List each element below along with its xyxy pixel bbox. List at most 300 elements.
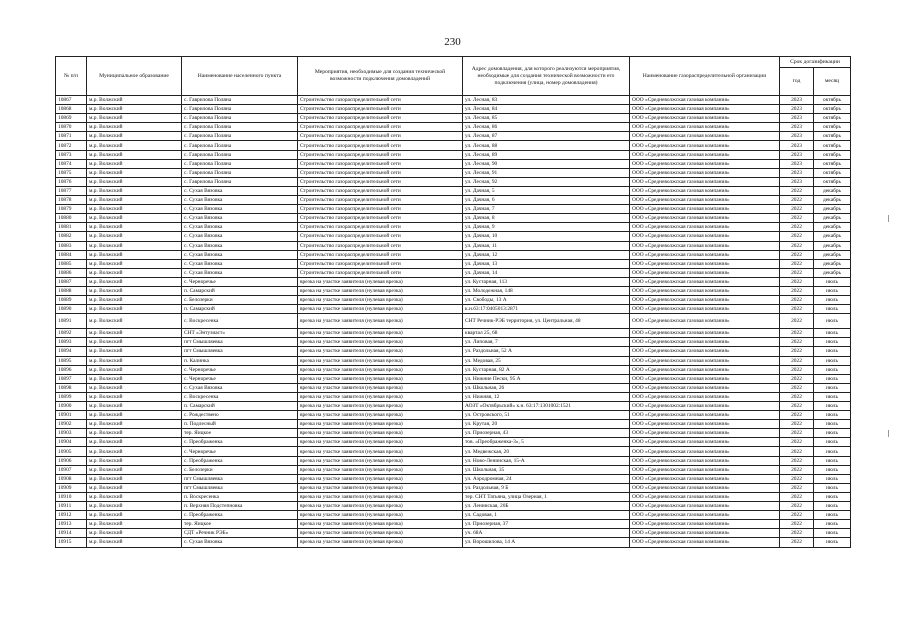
cell-municipality: м.р. Волжский: [87, 141, 182, 150]
cell-number: 10901: [56, 411, 87, 420]
cell-year: 2022: [780, 365, 814, 374]
cell-month: июль: [814, 374, 851, 383]
cell-month: октябрь: [814, 105, 851, 114]
cell-measure: врезка на участке заявителя (нулевая врезка): [298, 392, 463, 401]
cell-address: ул. Лесная, 89: [463, 150, 630, 159]
table-row: [56, 259, 851, 268]
cell-number: 10892: [56, 329, 87, 338]
cell-year: 2022: [780, 374, 814, 383]
cell-settlement: с. Сухая Вязовка: [182, 241, 298, 250]
cell-year: 2023: [780, 141, 814, 150]
table-row: [56, 438, 851, 447]
cell-address: ул. Ново-Ленинская, 15-А: [463, 456, 630, 465]
cell-year: 2022: [780, 250, 814, 259]
cell-month: июль: [814, 365, 851, 374]
table-row: [56, 250, 851, 259]
table-row: [56, 132, 851, 141]
cell-operator: ООО «Средневолжская газовая компания»: [630, 250, 780, 259]
cell-month: октябрь: [814, 168, 851, 177]
header-operator: Наименование газораспределительной организации: [630, 57, 780, 96]
cell-settlement: с. Сухая Вязовка: [182, 223, 298, 232]
cell-settlement: СДТ «Речник РЭБ»: [182, 529, 298, 538]
table-row: [56, 392, 851, 401]
cell-settlement: с. Гаврилова Поляна: [182, 123, 298, 132]
cell-settlement: с. Преображенка: [182, 456, 298, 465]
cell-year: 2023: [780, 168, 814, 177]
cell-municipality: м.р. Волжский: [87, 392, 182, 401]
cell-address: ул. Нижняя, 12: [463, 392, 630, 401]
cell-settlement: с. Гаврилова Поляна: [182, 177, 298, 186]
table-row: [56, 168, 851, 177]
cell-address: ул. Приозерная, 37: [463, 520, 630, 529]
cell-operator: ООО «Средневолжская газовая компания»: [630, 159, 780, 168]
cell-number: 10894: [56, 347, 87, 356]
cell-month: декабрь: [814, 196, 851, 205]
header-settlement: Наименование населенного пункта: [182, 57, 298, 96]
cell-measure: врезка на участке заявителя (нулевая врезка): [298, 492, 463, 501]
cell-year: 2023: [780, 114, 814, 123]
cell-number: 10910: [56, 492, 87, 501]
cell-month: июль: [814, 383, 851, 392]
cell-year: 2022: [780, 329, 814, 338]
cell-address: ул. Лесная, 88: [463, 141, 630, 150]
cell-month: декабрь: [814, 232, 851, 241]
cell-settlement: с. Воскресенка: [182, 314, 298, 329]
cell-number: 10906: [56, 456, 87, 465]
cell-year: 2022: [780, 474, 814, 483]
cell-operator: ООО «Средневолжская газовая компания»: [630, 314, 780, 329]
cell-number: 10904: [56, 438, 87, 447]
cell-address: СНТ Речник-РЭБ территория, ул. Центральная, 48: [463, 314, 630, 329]
cell-operator: ООО «Средневолжская газовая компания»: [630, 168, 780, 177]
cell-month: июль: [814, 314, 851, 329]
cell-number: 10874: [56, 159, 87, 168]
cell-number: 10884: [56, 250, 87, 259]
cell-address: ул. Лесная, 90: [463, 159, 630, 168]
cell-municipality: м.р. Волжский: [87, 105, 182, 114]
table-row: [56, 150, 851, 159]
cell-measure: врезка на участке заявителя (нулевая врезка): [298, 447, 463, 456]
cell-operator: ООО «Средневолжская газовая компания»: [630, 520, 780, 529]
cell-address: ул. Лесная, 85: [463, 114, 630, 123]
header-municipality: Муниципальное образование: [87, 57, 182, 96]
cell-month: октябрь: [814, 150, 851, 159]
cell-month: октябрь: [814, 159, 851, 168]
cell-year: 2023: [780, 159, 814, 168]
cell-settlement: с. Сухая Вязовка: [182, 205, 298, 214]
cell-measure: Строительство газораспределительной сети: [298, 150, 463, 159]
cell-year: 2022: [780, 538, 814, 547]
cell-measure: врезка на участке заявителя (нулевая врезка): [298, 474, 463, 483]
table-row: [56, 347, 851, 356]
cell-address: ул. Кустарная, 113: [463, 277, 630, 286]
cell-municipality: м.р. Волжский: [87, 96, 182, 105]
cell-year: 2022: [780, 268, 814, 277]
cell-month: июль: [814, 356, 851, 365]
cell-year: 2022: [780, 286, 814, 295]
cell-municipality: м.р. Волжский: [87, 150, 182, 159]
cell-municipality: м.р. Волжский: [87, 196, 182, 205]
cell-municipality: м.р. Волжский: [87, 356, 182, 365]
cell-municipality: м.р. Волжский: [87, 438, 182, 447]
cell-year: 2022: [780, 356, 814, 365]
cell-address: ул. Лесная, 91: [463, 168, 630, 177]
cell-month: декабрь: [814, 241, 851, 250]
cell-settlement: с. Белозерки: [182, 296, 298, 305]
cell-municipality: м.р. Волжский: [87, 241, 182, 250]
cell-settlement: с. Черноречье: [182, 277, 298, 286]
cell-address: ул. Лесная, 84: [463, 105, 630, 114]
cell-number: 10881: [56, 223, 87, 232]
cell-operator: ООО «Средневолжская газовая компания»: [630, 465, 780, 474]
cell-number: 10912: [56, 511, 87, 520]
cell-month: июль: [814, 492, 851, 501]
cell-address: ул. Островского, 51: [463, 411, 630, 420]
table-row: [56, 520, 851, 529]
cell-municipality: м.р. Волжский: [87, 114, 182, 123]
cell-month: декабрь: [814, 268, 851, 277]
cell-settlement: п. Самарский: [182, 402, 298, 411]
cell-address: ул. Раздольная, 52 А: [463, 347, 630, 356]
cell-address: ул. Школьная, 26: [463, 383, 630, 392]
table-row: [56, 123, 851, 132]
cell-number: 10886: [56, 268, 87, 277]
table-row: [56, 483, 851, 492]
cell-month: июль: [814, 538, 851, 547]
cell-address: ул. Дачная, 10: [463, 232, 630, 241]
cell-number: 10905: [56, 447, 87, 456]
cell-month: июль: [814, 392, 851, 401]
cell-settlement: с. Гаврилова Поляна: [182, 168, 298, 177]
cell-municipality: м.р. Волжский: [87, 483, 182, 492]
cell-year: 2022: [780, 438, 814, 447]
cell-number: 10869: [56, 114, 87, 123]
header-measures: Мероприятия, необходимые для создания технической возможности подключения домовладений: [298, 57, 463, 96]
cell-operator: ООО «Средневолжская газовая компания»: [630, 365, 780, 374]
cell-number: 10876: [56, 177, 87, 186]
cell-year: 2022: [780, 347, 814, 356]
cell-month: июль: [814, 296, 851, 305]
cell-month: октябрь: [814, 123, 851, 132]
cell-number: 10868: [56, 105, 87, 114]
cell-year: 2022: [780, 465, 814, 474]
cell-address: АОЗТ «Октябрьский» к.н. 63:17:1301002:1521: [463, 402, 630, 411]
cell-measure: врезка на участке заявителя (нулевая врезка): [298, 338, 463, 347]
cell-measure: врезка на участке заявителя (нулевая врезка): [298, 347, 463, 356]
table-row: [56, 411, 851, 420]
cell-month: июль: [814, 338, 851, 347]
cell-operator: ООО «Средневолжская газовая компания»: [630, 447, 780, 456]
cell-operator: ООО «Средневолжская газовая компания»: [630, 492, 780, 501]
table-row: [56, 492, 851, 501]
table-row: [56, 296, 851, 305]
cell-operator: ООО «Средневолжская газовая компания»: [630, 296, 780, 305]
table-row: [56, 420, 851, 429]
cell-number: 10883: [56, 241, 87, 250]
table-row: [56, 474, 851, 483]
table-row: [56, 177, 851, 186]
cell-month: июль: [814, 465, 851, 474]
cell-number: 10887: [56, 277, 87, 286]
cell-number: 10889: [56, 296, 87, 305]
cell-year: 2022: [780, 483, 814, 492]
cell-year: 2023: [780, 177, 814, 186]
cell-address: ул. Кустарная, 82 А: [463, 365, 630, 374]
cell-municipality: м.р. Волжский: [87, 277, 182, 286]
cell-operator: ООО «Средневолжская газовая компания»: [630, 483, 780, 492]
cell-month: июль: [814, 329, 851, 338]
cell-measure: Строительство газораспределительной сети: [298, 123, 463, 132]
cell-month: октябрь: [814, 114, 851, 123]
cell-year: 2022: [780, 259, 814, 268]
cell-address: ул. Лесная, 86: [463, 123, 630, 132]
table-row: [56, 529, 851, 538]
cell-operator: ООО «Средневолжская газовая компания»: [630, 305, 780, 314]
cell-number: 10873: [56, 150, 87, 159]
cell-municipality: м.р. Волжский: [87, 338, 182, 347]
cell-measure: Строительство газораспределительной сети: [298, 96, 463, 105]
header-year: год: [780, 68, 814, 96]
cell-year: 2022: [780, 338, 814, 347]
cell-month: июль: [814, 529, 851, 538]
cell-year: 2022: [780, 429, 814, 438]
cell-operator: ООО «Средневолжская газовая компания»: [630, 177, 780, 186]
cell-measure: врезка на участке заявителя (нулевая врезка): [298, 483, 463, 492]
cell-operator: ООО «Средневолжская газовая компания»: [630, 286, 780, 295]
cell-municipality: м.р. Волжский: [87, 529, 182, 538]
cell-month: июль: [814, 277, 851, 286]
cell-measure: врезка на участке заявителя (нулевая врезка): [298, 420, 463, 429]
cell-measure: врезка на участке заявителя (нулевая врезка): [298, 356, 463, 365]
cell-year: 2022: [780, 502, 814, 511]
table-row: [56, 511, 851, 520]
cell-month: июль: [814, 286, 851, 295]
header-number: № п/п: [56, 57, 87, 96]
cell-municipality: м.р. Волжский: [87, 205, 182, 214]
cell-number: 10914: [56, 529, 87, 538]
table-row: [56, 105, 851, 114]
page-number: 230: [444, 36, 461, 48]
cell-measure: Строительство газораспределительной сети: [298, 141, 463, 150]
cell-year: 2022: [780, 529, 814, 538]
cell-year: 2023: [780, 150, 814, 159]
cell-number: 10899: [56, 392, 87, 401]
cell-measure: Строительство газораспределительной сети: [298, 268, 463, 277]
cell-municipality: м.р. Волжский: [87, 268, 182, 277]
cell-year: 2022: [780, 196, 814, 205]
cell-settlement: п. Самарский: [182, 305, 298, 314]
cell-operator: ООО «Средневолжская газовая компания»: [630, 96, 780, 105]
cell-number: 10875: [56, 168, 87, 177]
cell-settlement: п. Калинка: [182, 356, 298, 365]
table-row: [56, 502, 851, 511]
cell-number: 10911: [56, 502, 87, 511]
cell-measure: врезка на участке заявителя (нулевая врезка): [298, 465, 463, 474]
cell-month: декабрь: [814, 214, 851, 223]
cell-number: 10867: [56, 96, 87, 105]
cell-settlement: с. Рождествено: [182, 411, 298, 420]
cell-year: 2022: [780, 520, 814, 529]
cell-municipality: м.р. Волжский: [87, 538, 182, 547]
cell-municipality: м.р. Волжский: [87, 465, 182, 474]
cell-municipality: м.р. Волжский: [87, 168, 182, 177]
cell-operator: ООО «Средневолжская газовая компания»: [630, 474, 780, 483]
cell-operator: ООО «Средневолжская газовая компания»: [630, 356, 780, 365]
cell-address: ул. Дачная, 11: [463, 241, 630, 250]
cell-municipality: м.р. Волжский: [87, 177, 182, 186]
cell-measure: врезка на участке заявителя (нулевая врезка): [298, 374, 463, 383]
cell-municipality: м.р. Волжский: [87, 159, 182, 168]
cell-municipality: м.р. Волжский: [87, 511, 182, 520]
cell-measure: врезка на участке заявителя (нулевая врезка): [298, 314, 463, 329]
cell-measure: врезка на участке заявителя (нулевая врезка): [298, 538, 463, 547]
cell-number: 10888: [56, 286, 87, 295]
table-row: [56, 338, 851, 347]
cell-settlement: с. Черноречье: [182, 365, 298, 374]
table-row: [56, 538, 851, 547]
cell-operator: ООО «Средневолжская газовая компания»: [630, 132, 780, 141]
cell-settlement: с. Сухая Вязовка: [182, 268, 298, 277]
cell-operator: ООО «Средневолжская газовая компания»: [630, 186, 780, 195]
cell-address: ул. Дачная, 6: [463, 196, 630, 205]
table-row: [56, 205, 851, 214]
cell-number: 10903: [56, 429, 87, 438]
cell-settlement: с. Гаврилова Поляна: [182, 159, 298, 168]
cell-settlement: с. Преображенка: [182, 511, 298, 520]
cell-year: 2022: [780, 456, 814, 465]
cell-number: 10871: [56, 132, 87, 141]
cell-settlement: с. Сухая Вязовка: [182, 196, 298, 205]
cell-month: июль: [814, 511, 851, 520]
cell-municipality: м.р. Волжский: [87, 420, 182, 429]
cell-operator: ООО «Средневолжская газовая компания»: [630, 438, 780, 447]
cell-number: 10897: [56, 374, 87, 383]
cell-address: ул. Дачная, 12: [463, 250, 630, 259]
cell-month: июль: [814, 347, 851, 356]
cell-settlement: с. Гаврилова Поляна: [182, 105, 298, 114]
cell-measure: Строительство газораспределительной сети: [298, 223, 463, 232]
gasification-table: [55, 56, 851, 548]
cell-operator: ООО «Средневолжская газовая компания»: [630, 511, 780, 520]
cell-municipality: м.р. Волжский: [87, 286, 182, 295]
table-row: [56, 268, 851, 277]
cell-month: октябрь: [814, 132, 851, 141]
cell-measure: врезка на участке заявителя (нулевая врезка): [298, 411, 463, 420]
header-month: месяц: [814, 68, 851, 96]
cell-settlement: пгт Смышляевка: [182, 347, 298, 356]
cell-year: 2023: [780, 105, 814, 114]
table-row: [56, 277, 851, 286]
cell-settlement: с. Черноречье: [182, 447, 298, 456]
cell-municipality: м.р. Волжский: [87, 474, 182, 483]
cell-address: ул. Молодежная, 148: [463, 286, 630, 295]
cell-municipality: м.р. Волжский: [87, 456, 182, 465]
cell-month: октябрь: [814, 177, 851, 186]
table-row: [56, 114, 851, 123]
cell-measure: врезка на участке заявителя (нулевая врезка): [298, 286, 463, 295]
cell-measure: врезка на участке заявителя (нулевая врезка): [298, 511, 463, 520]
cell-settlement: пгт Смышляевка: [182, 338, 298, 347]
cell-year: 2022: [780, 383, 814, 392]
cell-measure: врезка на участке заявителя (нулевая врезка): [298, 305, 463, 314]
cell-measure: Строительство газораспределительной сети: [298, 241, 463, 250]
cell-month: июль: [814, 305, 851, 314]
table-row: [56, 356, 851, 365]
cell-settlement: с. Сухая Вязовка: [182, 214, 298, 223]
cell-year: 2022: [780, 314, 814, 329]
scan-edge-mark: [888, 215, 889, 222]
cell-municipality: м.р. Волжский: [87, 411, 182, 420]
cell-measure: Строительство газораспределительной сети: [298, 214, 463, 223]
cell-number: 10900: [56, 402, 87, 411]
table-row: [56, 196, 851, 205]
cell-number: 10908: [56, 474, 87, 483]
table-row: [56, 456, 851, 465]
cell-year: 2022: [780, 214, 814, 223]
cell-month: декабрь: [814, 250, 851, 259]
cell-month: июль: [814, 402, 851, 411]
cell-municipality: м.р. Волжский: [87, 447, 182, 456]
cell-month: декабрь: [814, 223, 851, 232]
scan-edge-mark: [888, 430, 889, 437]
cell-number: 10902: [56, 420, 87, 429]
cell-number: 10909: [56, 483, 87, 492]
cell-year: 2022: [780, 241, 814, 250]
cell-settlement: с. Преображенка: [182, 438, 298, 447]
cell-settlement: тер. Яицкое: [182, 520, 298, 529]
table-row: [56, 96, 851, 105]
cell-number: 10878: [56, 196, 87, 205]
cell-municipality: м.р. Волжский: [87, 429, 182, 438]
cell-number: 10870: [56, 123, 87, 132]
cell-measure: врезка на участке заявителя (нулевая врезка): [298, 429, 463, 438]
table-row: [56, 429, 851, 438]
cell-month: июль: [814, 420, 851, 429]
cell-address: ул. Садовая, 1: [463, 511, 630, 520]
cell-address: ул. Крутая, 20: [463, 420, 630, 429]
table-row: [56, 465, 851, 474]
cell-municipality: м.р. Волжский: [87, 214, 182, 223]
cell-settlement: с. Сухая Вязовка: [182, 259, 298, 268]
cell-address: уч. 68А: [463, 529, 630, 538]
cell-operator: ООО «Средневолжская газовая компания»: [630, 383, 780, 392]
cell-year: 2022: [780, 492, 814, 501]
cell-address: ул. Ворошилова, 14 А: [463, 538, 630, 547]
cell-address: ул. Раздольная, 9 Б: [463, 483, 630, 492]
cell-year: 2022: [780, 402, 814, 411]
cell-year: 2022: [780, 223, 814, 232]
table-row: [56, 305, 851, 314]
cell-operator: ООО «Средневолжская газовая компания»: [630, 338, 780, 347]
cell-operator: ООО «Средневолжская газовая компания»: [630, 268, 780, 277]
cell-settlement: с. Белозерки: [182, 465, 298, 474]
cell-operator: ООО «Средневолжская газовая компания»: [630, 241, 780, 250]
cell-operator: ООО «Средневолжская газовая компания»: [630, 150, 780, 159]
cell-month: декабрь: [814, 259, 851, 268]
cell-settlement: с. Гаврилова Поляна: [182, 141, 298, 150]
cell-settlement: с. Гаврилова Поляна: [182, 150, 298, 159]
cell-settlement: с. Сухая Вязовка: [182, 538, 298, 547]
cell-number: 10896: [56, 365, 87, 374]
cell-number: 10898: [56, 383, 87, 392]
cell-measure: врезка на участке заявителя (нулевая врезка): [298, 438, 463, 447]
cell-municipality: м.р. Волжский: [87, 502, 182, 511]
cell-address: ул. Дачная, 8: [463, 214, 630, 223]
cell-operator: ООО «Средневолжская газовая компания»: [630, 205, 780, 214]
cell-settlement: с. Сухая Вязовка: [182, 383, 298, 392]
table-row: [56, 223, 851, 232]
cell-address: ул. Дачная, 7: [463, 205, 630, 214]
